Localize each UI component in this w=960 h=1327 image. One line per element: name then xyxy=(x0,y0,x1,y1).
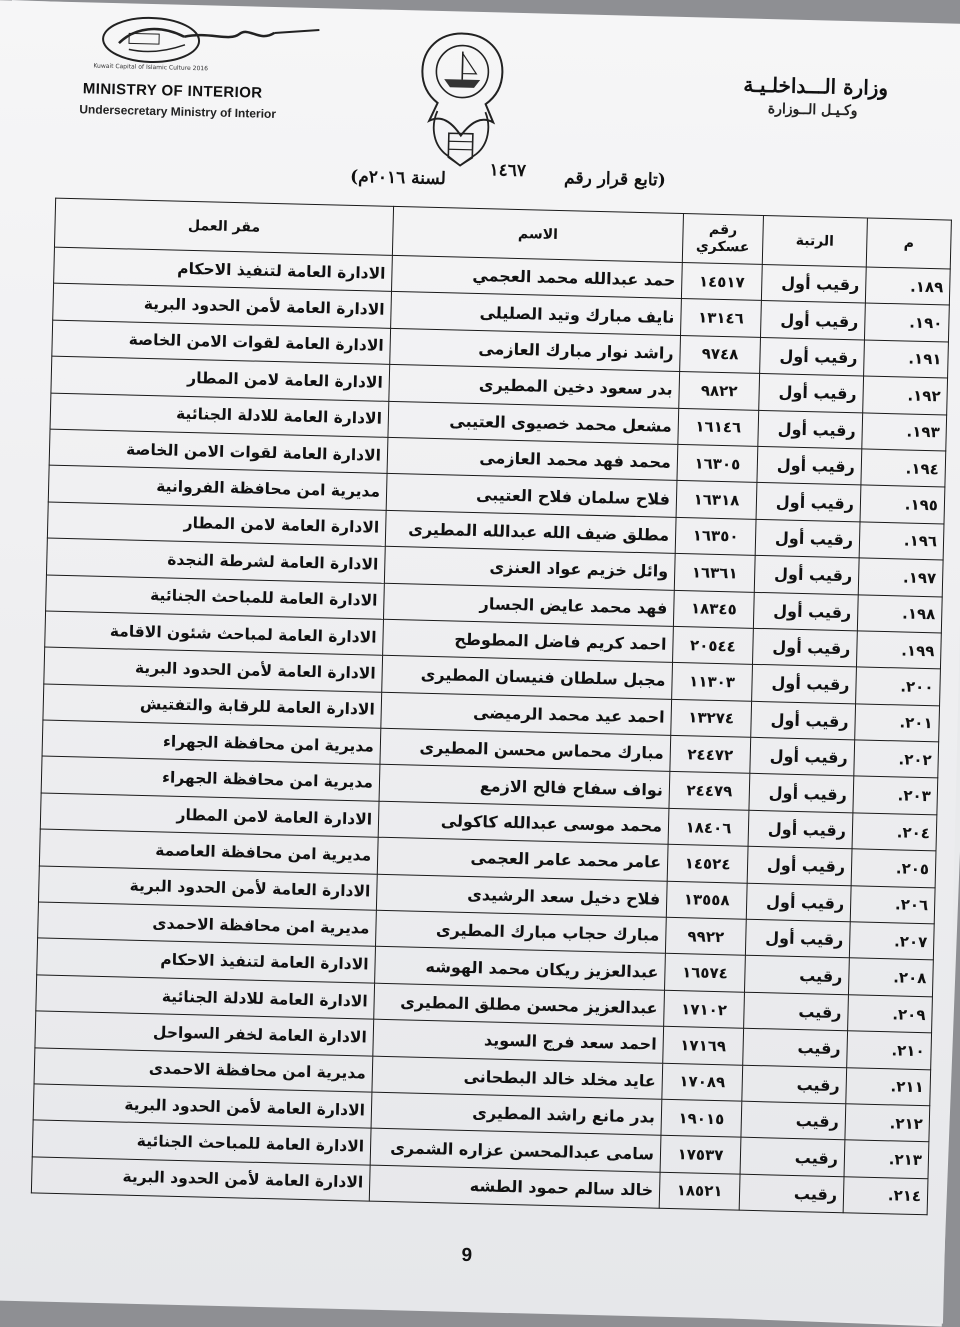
military-number-cell: ١٣١٤٦ xyxy=(681,299,762,337)
workplace-cell: الادارة العامة لأمن الحدود البرية xyxy=(44,647,383,692)
rank-cell: رقيب أول xyxy=(752,628,857,667)
row-number: ٢٠٩. xyxy=(848,995,933,1033)
decision-year: لسنة ٢٠١٦م) xyxy=(349,166,447,190)
military-number-cell: ٩٩٢٢ xyxy=(665,917,746,955)
name-cell: محمد فهد محمد العازمى xyxy=(387,437,678,480)
workplace-cell: الادارة العامة للادلة الجنائية xyxy=(36,975,375,1020)
military-number-cell: ١٩٠١٥ xyxy=(661,1099,742,1137)
name-cell: عبدالعزيز محسن مطلق المطيرى xyxy=(374,983,665,1026)
name-cell: وائل خزيم عواد العنزى xyxy=(384,546,675,589)
row-number: ٢١٢. xyxy=(845,1104,930,1142)
workplace-cell: الادارة العامة للمباحث الجنائية xyxy=(46,575,385,620)
workplace-cell: الادارة العامة لتنفيذ الاحكام xyxy=(37,938,376,983)
name-cell: عبدالعزيز ريكان محمد الهوشه xyxy=(375,947,666,990)
name-cell: فلاح سلمان فلاح العتيبى xyxy=(386,474,677,517)
rank-cell: رقيب xyxy=(744,956,849,995)
row-number: ٢٠٧. xyxy=(849,922,934,960)
workplace-cell: مديرية امن محافظة الفروانية xyxy=(48,465,387,510)
row-number: ٢١١. xyxy=(846,1067,931,1105)
workplace-cell: الادارة العامة لأمن الحدود البرية xyxy=(38,866,377,911)
row-number: ٢١٠. xyxy=(847,1031,932,1069)
workplace-cell: الادارة العامة لخفر السواحل xyxy=(35,1011,374,1056)
header-no: م xyxy=(866,218,951,269)
rank-cell: رقيب أول xyxy=(760,301,865,340)
header-military-no-line1: رقم xyxy=(708,221,738,239)
header-name: الاسم xyxy=(392,206,683,262)
workplace-cell: مديرية امن محافظة الجهراء xyxy=(42,720,381,765)
workplace-cell: الادارة العامة للادلة الجنائية xyxy=(50,393,389,438)
rank-cell: رقيب أول xyxy=(748,810,853,849)
islamic-culture-logo-icon xyxy=(88,8,330,86)
military-number-cell: ١٧١٠٢ xyxy=(664,990,745,1028)
workplace-cell: الادارة العامة لقوات الامن الخاصة xyxy=(49,429,388,474)
workplace-cell: الادارة العامة لشرطة النجدة xyxy=(46,538,385,583)
workplace-cell: مديرية امن محافظة الاحمدى xyxy=(34,1048,373,1093)
workplace-cell: الادارة العامة للمباحث الجنائية xyxy=(32,1120,371,1165)
row-number: ٢٠١. xyxy=(855,704,940,742)
name-cell: راشد نوار مبارك العازمى xyxy=(390,328,681,371)
military-number-cell: ١٣٢٧٤ xyxy=(671,699,752,737)
military-number-cell: ١٦١٤٦ xyxy=(678,408,759,446)
military-number-cell: ١٨٥٢١ xyxy=(659,1172,740,1210)
row-number: ٢١٣. xyxy=(844,1140,929,1178)
name-cell: عامر محمد عامر العجمى xyxy=(377,837,668,880)
workplace-cell: الادارة العامة لأمن الحدود البرية xyxy=(33,1084,372,1129)
name-cell: مشعل محمد خصيوى العتيبى xyxy=(388,401,679,444)
workplace-cell: الادارة العامة لامن المطار xyxy=(40,793,379,838)
military-number-cell: ١١٣٠٣ xyxy=(672,663,753,701)
row-number: ٢٠٣. xyxy=(853,776,938,814)
row-number: ٢٠٠. xyxy=(856,667,941,705)
military-number-cell: ١٧٥٣٧ xyxy=(660,1136,741,1174)
workplace-cell: الادارة العامة لامن المطار xyxy=(51,356,390,401)
rank-cell: رقيب أول xyxy=(757,446,862,485)
workplace-cell: الادارة العامة لأمن الحدود البرية xyxy=(31,1157,370,1202)
rank-cell: رقيب xyxy=(744,992,849,1031)
workplace-cell: الادارة العامة لمباحث شئون الاقامة xyxy=(45,611,384,656)
name-cell: مبارك حجاب مبارك المطيرى xyxy=(375,910,666,953)
rank-cell: رقيب أول xyxy=(756,483,861,522)
header-military-no-line2: عسكري xyxy=(695,238,750,256)
name-cell: احمد عيد محمد الرميضى xyxy=(381,692,672,735)
name-cell: عايد مخلد خالد البطحانى xyxy=(372,1056,663,1099)
logo-caption: Kuwait Capital of Islamic Culture 2016 xyxy=(93,62,209,73)
military-number-cell: ٩٧٤٨ xyxy=(680,335,761,373)
rank-cell: رقيب xyxy=(740,1138,845,1177)
name-cell: محمد موسى عبدالله كاكولى xyxy=(378,801,669,844)
name-cell: مبارك محماس محسن المطيرى xyxy=(380,728,671,771)
decision-line xyxy=(305,162,666,203)
ministry-subtitle-en: Undersecretary Ministry of Interior xyxy=(79,102,277,122)
military-number-cell: ١٣٥٥٨ xyxy=(666,881,747,919)
workplace-cell: الادارة العامة للرقابة والتفتيش xyxy=(43,684,382,729)
rank-cell: رقيب xyxy=(741,1101,846,1140)
military-number-cell: ١٧١٦٩ xyxy=(663,1026,744,1064)
rank-cell: رقيب أول xyxy=(754,555,859,594)
military-number-cell: ٢٠٥٤٤ xyxy=(673,626,754,664)
name-cell: خالد سالم حمود الطشه xyxy=(369,1165,660,1208)
name-cell: بدر مانع راشد المطيرى xyxy=(371,1092,662,1135)
military-number-cell: ١٦٣٥٠ xyxy=(675,517,756,555)
rank-cell: رقيب أول xyxy=(759,374,864,413)
workplace-cell: مديرية امن محافظة الجهراء xyxy=(41,756,380,801)
row-number: ٢٠٢. xyxy=(854,740,939,778)
row-number: ٢٠٥. xyxy=(851,849,936,887)
military-number-cell: ١٧٠٨٩ xyxy=(662,1063,743,1101)
name-cell: حمد عبدالله محمد العجمي xyxy=(391,255,682,298)
row-number: ٢١٤. xyxy=(843,1176,928,1214)
letterhead xyxy=(0,0,950,223)
name-cell: نواف سفاح فالح الازمع xyxy=(379,765,670,808)
military-number-cell: ١٦٣٦١ xyxy=(674,554,755,592)
rank-cell: رقيب أول xyxy=(746,883,851,922)
rank-cell: رقيب أول xyxy=(755,519,860,558)
row-number: ١٩٤. xyxy=(861,449,946,487)
military-number-cell: ١٨٣٤٥ xyxy=(673,590,754,628)
header-military-no xyxy=(682,214,763,265)
military-number-cell: ١٨٤٠٦ xyxy=(668,808,749,846)
military-number-cell: ٩٨٢٢ xyxy=(679,372,760,410)
name-cell: احمد سعد فرج السويد xyxy=(373,1019,664,1062)
workplace-cell: مديرية امن محافظة الاحمدى xyxy=(38,902,377,947)
rank-cell: رقيب xyxy=(742,1065,847,1104)
row-number: ١٩٠. xyxy=(864,303,949,341)
row-number: ١٨٩. xyxy=(865,267,950,305)
row-number: ١٩٥. xyxy=(860,485,945,523)
row-number: ٢٠٨. xyxy=(848,958,933,996)
row-number: ١٩١. xyxy=(864,340,949,378)
rank-cell: رقيب أول xyxy=(750,737,855,776)
decision-number: ١٤٦٧ xyxy=(489,160,527,182)
name-cell: مجبل سلطان فنيسان المطيرى xyxy=(382,656,673,699)
rank-cell: رقيب أول xyxy=(752,665,857,704)
rank-cell: رقيب xyxy=(739,1174,844,1213)
row-number: ٢٠٦. xyxy=(850,885,935,923)
military-number-cell: ١٦٣١٨ xyxy=(676,481,757,519)
workplace-cell: مديرية امن محافظة العاصمة xyxy=(39,829,378,874)
name-cell: نايف مبارك وتيد الصليلى xyxy=(391,292,682,335)
rank-cell: رقيب أول xyxy=(749,774,854,813)
header-rank: الرتبة xyxy=(762,215,867,267)
rank-cell: رقيب أول xyxy=(745,919,850,958)
row-number: ١٩٦. xyxy=(859,522,944,560)
military-number-cell: ٢٤٤٧٩ xyxy=(669,772,750,810)
name-cell: سامى عبدالمحسن عزاره الشمرى xyxy=(370,1129,661,1172)
military-number-cell: ١٦٥٧٤ xyxy=(665,954,746,992)
workplace-cell: الادارة العامة لأمن الحدود البرية xyxy=(53,284,392,329)
header-workplace: مقر العمل xyxy=(54,198,393,255)
rank-cell: رقيب أول xyxy=(753,592,858,631)
rank-cell: رقيب أول xyxy=(760,337,865,376)
row-number: ١٩٣. xyxy=(862,413,947,451)
name-cell: مطلق ضيف الله عبدالله المطيرى xyxy=(385,510,676,553)
rank-cell: رقيب أول xyxy=(758,410,863,449)
name-cell: احمد كريم فاضل المطوطح xyxy=(383,619,674,662)
military-number-cell: ١٦٣٠٥ xyxy=(677,444,758,482)
workplace-cell: الادارة العامة لتنفيذ الاحكام xyxy=(54,247,393,292)
page-number: 9 xyxy=(461,1244,473,1267)
military-number-cell: ١٤٥٢٤ xyxy=(667,845,748,883)
military-number-cell: ٢٤٤٧٢ xyxy=(670,735,751,773)
rank-cell: رقيب xyxy=(743,1028,848,1067)
rank-cell: رقيب أول xyxy=(761,264,866,303)
name-cell: فلاح دخيل سعد الرشيدى xyxy=(376,874,667,917)
row-number: ١٩٨. xyxy=(857,594,942,632)
ministry-name-en: MINISTRY OF INTERIOR xyxy=(82,80,263,102)
name-cell: بدر سعود دخين المطيرى xyxy=(389,365,680,408)
decision-label: (تابع قرار رقم xyxy=(563,168,667,191)
row-number: ١٩٢. xyxy=(863,376,948,414)
personnel-table xyxy=(31,198,952,1216)
name-cell: فهد محمد عايض الجسار xyxy=(383,583,674,626)
military-number-cell: ١٤٥١٧ xyxy=(681,262,762,300)
ministry-name-ar: وزارة الـــداخلـيـة xyxy=(743,72,889,100)
rank-cell: رقيب أول xyxy=(747,847,852,886)
row-number: ١٩٩. xyxy=(856,631,941,669)
ministry-subtitle-ar: وكـيـل الــوزارة xyxy=(767,101,858,120)
row-number: ١٩٧. xyxy=(858,558,943,596)
row-number: ٢٠٤. xyxy=(852,813,937,851)
rank-cell: رقيب أول xyxy=(751,701,856,740)
workplace-cell: الادارة العامة لامن المطار xyxy=(47,502,386,547)
workplace-cell: الادارة العامة لقوات الامن الخاصة xyxy=(52,320,391,365)
